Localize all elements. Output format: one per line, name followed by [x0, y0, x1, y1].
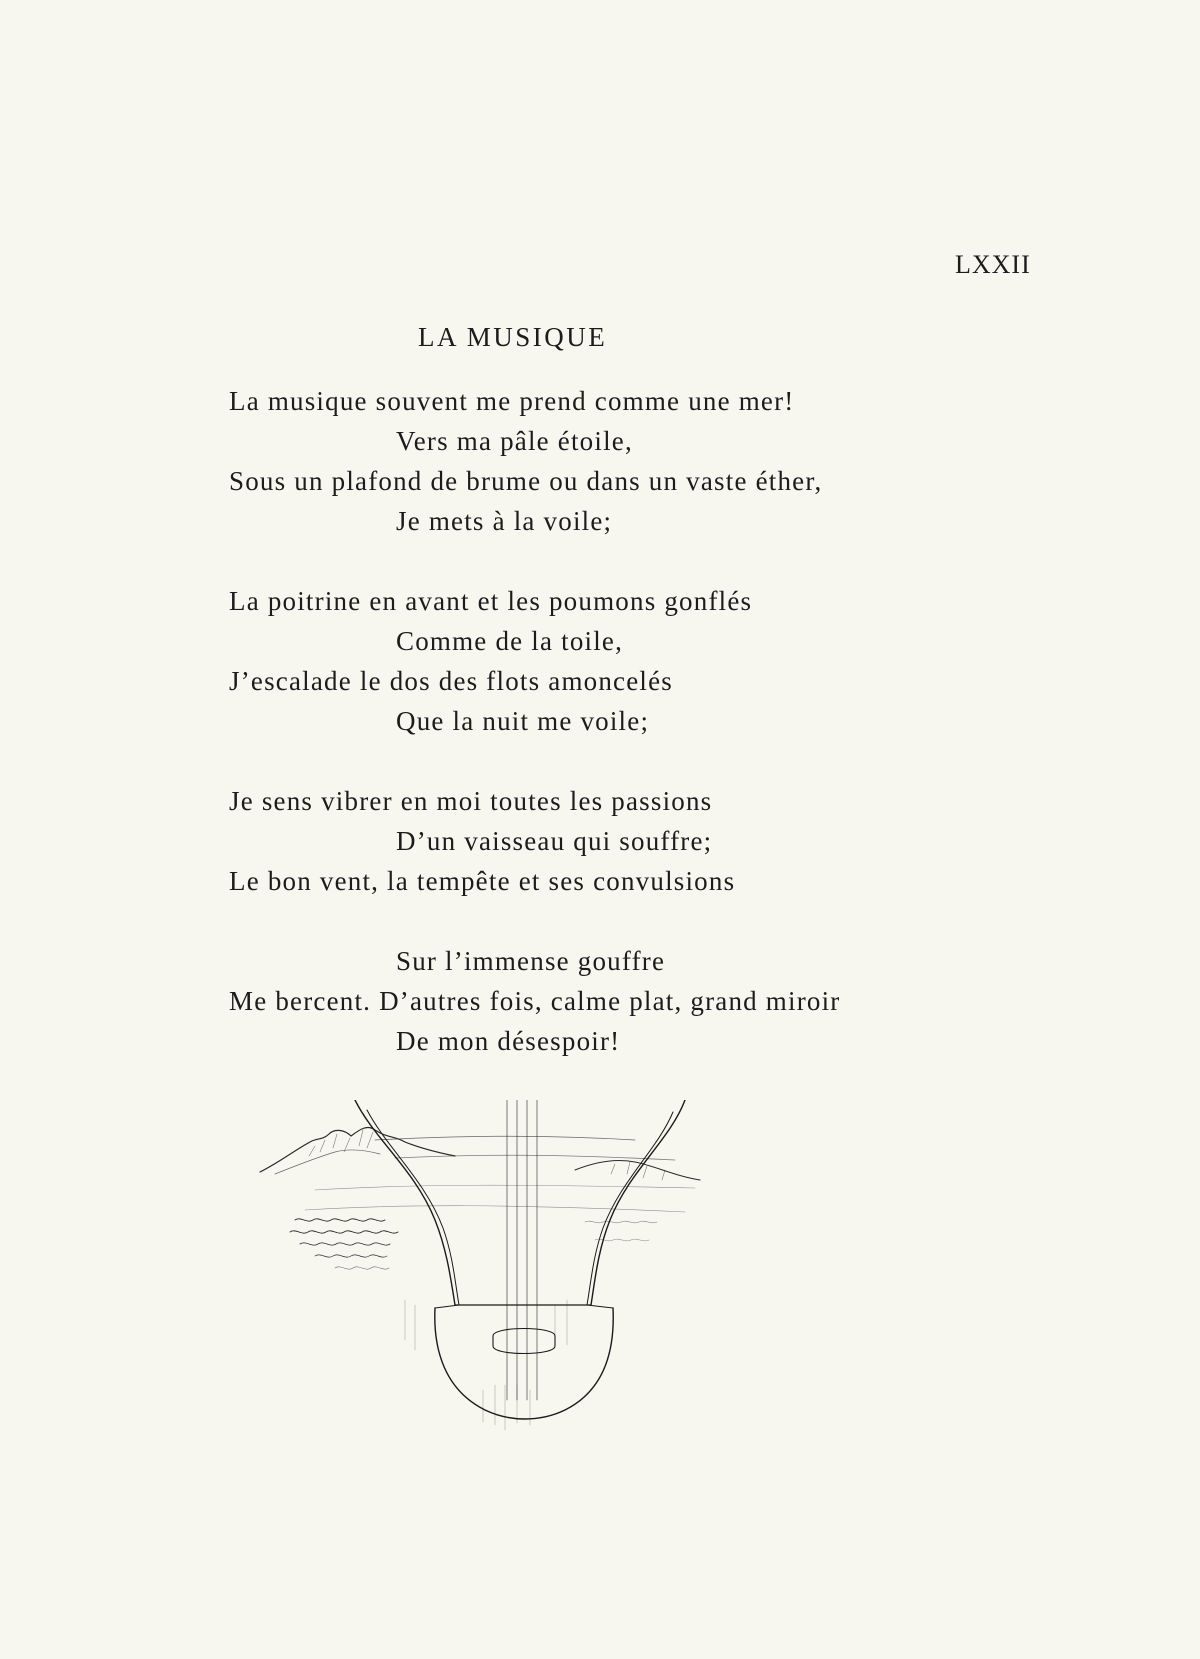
lyre-drawing	[355, 1100, 685, 1419]
poem-line: Je mets à la voile;	[396, 506, 613, 536]
poem-number: LXXII	[955, 250, 1031, 279]
poem-line: J’escalade le dos des flots amoncelés	[229, 666, 674, 696]
poem-line: De mon désespoir!	[396, 1026, 621, 1056]
poem-line: Que la nuit me voile;	[396, 706, 650, 736]
poem-line: Me bercent. D’autres fois, calme plat, grand miroir	[229, 986, 841, 1016]
lyre-illustration	[255, 1100, 715, 1470]
poem-line: Je sens vibrer en moi toutes les passions	[229, 786, 713, 816]
poem-line: Sur l’immense gouffre	[396, 946, 666, 976]
poem-line: La musique souvent me prend comme une mer!	[229, 386, 795, 416]
poem-line: Comme de la toile,	[396, 626, 624, 656]
poem-line: Vers ma pâle étoile,	[396, 426, 633, 456]
poem-title: LA MUSIQUE	[418, 322, 608, 352]
poem-line: D’un vaisseau qui souffre;	[396, 826, 713, 856]
poem-line: Le bon vent, la tempête et ses convulsions	[229, 866, 736, 896]
poem-line: La poitrine en avant et les poumons gonflés	[229, 586, 753, 616]
poem-line: Sous un plafond de brume ou dans un vaste éther,	[229, 466, 823, 496]
